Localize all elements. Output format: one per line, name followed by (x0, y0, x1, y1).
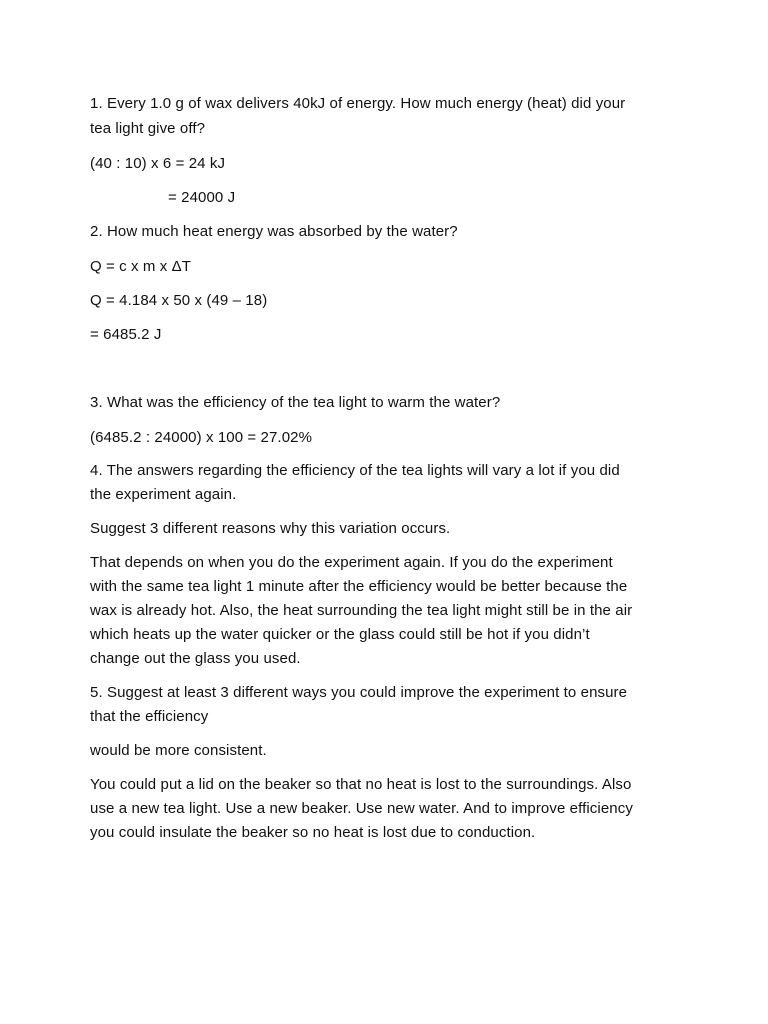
q3-answer: (6485.2 : 24000) x 100 = 27.02% (90, 429, 313, 446)
q2-result: = 6485.2 J (90, 326, 162, 343)
q4-answer-line-4: which heats up the water quicker or the glass could still be hot if you didn’t (90, 626, 590, 643)
q4-answer-line-1: That depends on when you do the experiment again. If you do the experiment (90, 554, 613, 571)
q4-answer-line-3: wax is already hot. Also, the heat surrounding the tea light might still be in the air (90, 602, 633, 619)
q5-question-line-3: would be more consistent. (90, 742, 267, 759)
q2-question: 2. How much heat energy was absorbed by the water? (90, 223, 458, 240)
q5-answer-line-1: You could put a lid on the beaker so that no heat is lost to the surroundings. Also (90, 776, 632, 793)
q1-calculation: (40 : 10) x 6 = 24 kJ (90, 155, 226, 172)
q2-formula: Q = c x m x ΔT (90, 258, 192, 275)
q5-answer-line-3: you could insulate the beaker so no heat is lost due to conduction. (90, 824, 536, 841)
q4-question-line-1: 4. The answers regarding the efficiency of the tea lights will vary a lot if you did (90, 462, 620, 479)
q5-answer-line-2: use a new tea light. Use a new beaker. Use new water. And to improve efficiency (90, 800, 633, 817)
q2-substitution: Q = 4.184 x 50 x (49 – 18) (90, 292, 268, 309)
q1-question-line-2: tea light give off? (90, 120, 206, 137)
q5-question-line-1: 5. Suggest at least 3 different ways you could improve the experiment to ensure (90, 684, 628, 701)
q5-question-line-2: that the efficiency (90, 708, 209, 725)
q4-prompt: Suggest 3 different reasons why this variation occurs. (90, 520, 451, 537)
q4-answer-line-2: with the same tea light 1 minute after the efficiency would be better because the (90, 578, 628, 595)
q1-result: = 24000 J (168, 189, 236, 206)
q3-question: 3. What was the efficiency of the tea light to warm the water? (90, 394, 501, 411)
q4-question-line-2: the experiment again. (90, 486, 237, 503)
q1-question-line-1: 1. Every 1.0 g of wax delivers 40kJ of energy. How much energy (heat) did your (90, 95, 626, 112)
q4-answer-line-5: change out the glass you used. (90, 650, 301, 667)
